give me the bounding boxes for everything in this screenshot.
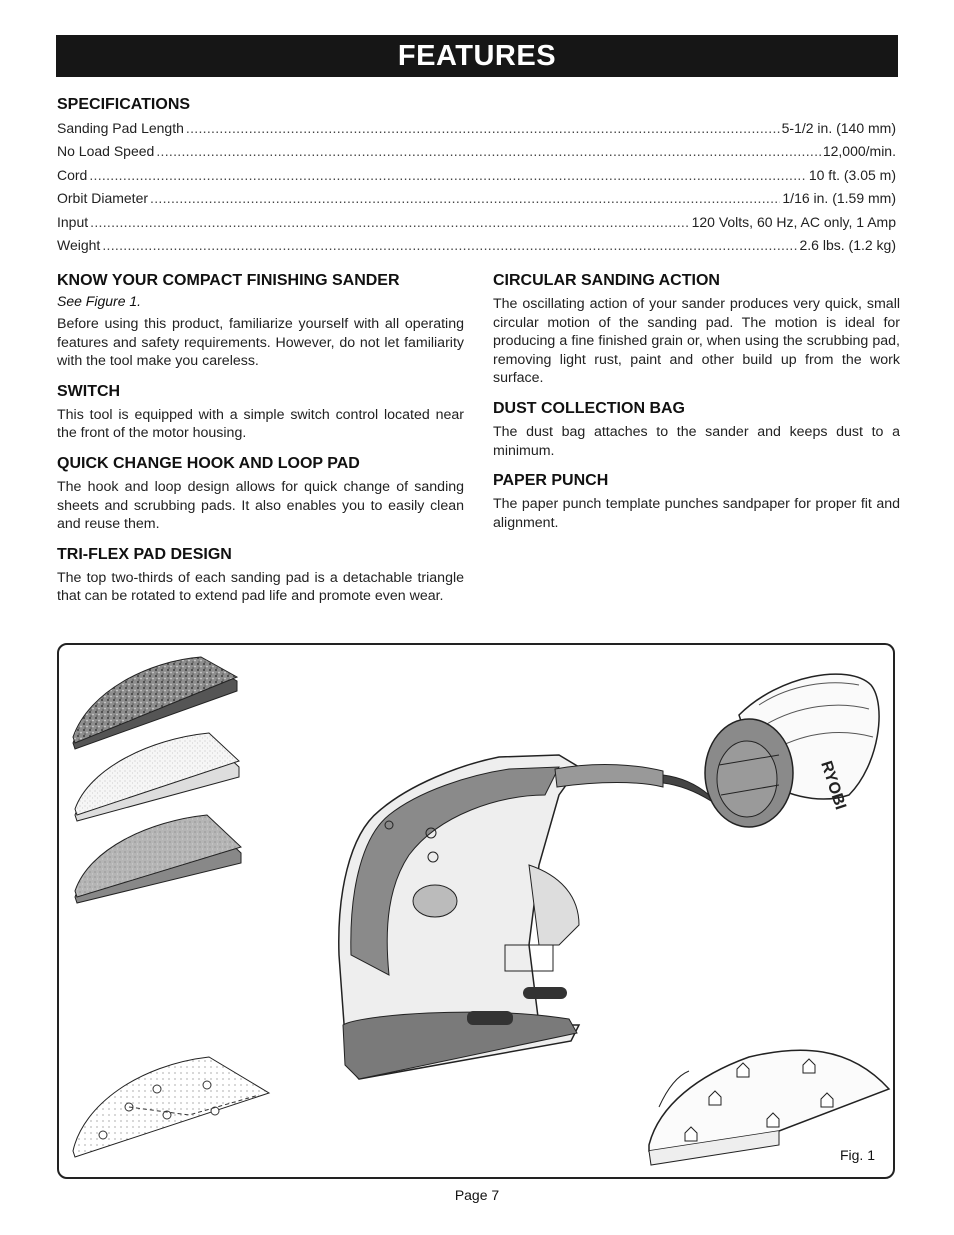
specifications-heading: SPECIFICATIONS [57,96,191,113]
spec-label: Weight [57,236,101,253]
spec-value: 2.6 lbs. (1.2 kg) [799,236,896,253]
bag-logo: RYOBI [817,758,849,812]
section-body: This tool is equipped with a simple switch control located near the front of the motor housing. [57,406,464,442]
section-heading: SWITCH [57,382,121,400]
specifications-list [57,120,896,260]
section-heading: PAPER PUNCH [493,472,609,490]
spec-value: 5-1/2 in. (140 mm) [781,120,896,136]
spec-row [57,237,896,260]
section-heading: DUST COLLECTION BAG [493,399,685,417]
spec-value: 10 ft. (3.05 m) [808,166,896,183]
scrubbing-pad [73,1057,269,1157]
spec-value: 1/16 in. (1.59 mm) [782,190,896,207]
section-body: The dust bag attaches to the sander and keeps dust to a minimum. [493,423,900,459]
spec-value: 120 Volts, 60 Hz, AC only, 1 Amp [691,213,896,230]
spec-label: Cord [57,166,88,183]
right-column [493,271,900,543]
figure-1 [57,643,895,1179]
sander-illustration [59,645,893,1177]
section-heading: QUICK CHANGE HOOK AND LOOP PAD [57,454,360,472]
finishing-sander [339,755,711,1079]
spec-row [57,143,896,166]
spec-row [57,214,896,237]
section-body: The top two-thirds of each sanding pad is a detachable triangle that can be rotated to extend pad life and promote even wear. [57,569,464,605]
section-heading: TRI-FLEX PAD DESIGN [57,545,232,563]
spec-label: Sanding Pad Length [57,120,184,136]
page-number: Page 7 [454,1187,500,1203]
fine-sanding-sheet [75,733,239,821]
spec-label: No Load Speed [57,143,155,160]
leader-dots [186,120,780,136]
spec-value: 12,000/min. [822,143,896,160]
section-body: The oscillating action of your sander produces very quick, small circular motion of the sanding pad. The motion is ideal for producing a fine finished grain or, when using the scrubbing pad, removing light rust, paint and other build up from the work surface. [493,296,900,387]
leader-dots [89,167,806,183]
dust-collection-bag [705,674,879,827]
leader-dots [156,143,821,159]
section-heading: CIRCULAR SANDING ACTION [493,272,720,289]
section-body: The paper punch template punches sandpaper for proper fit and alignment. [493,496,900,531]
page-title: FEATURES [56,35,898,77]
figure-label: Fig. 1 [839,1147,875,1163]
spec-row [57,190,896,213]
section-body: The hook and loop design allows for quick change of sanding sheets and scrubbing pads. It also enables you to easily clean and reuse them. [57,478,464,533]
section-heading: KNOW YOUR COMPACT FINISHING SANDER [57,272,400,289]
leader-dots [102,237,797,253]
left-column [57,271,464,617]
spec-label: Orbit Diameter [57,190,149,207]
figure-reference: See Figure 1. [57,293,142,309]
coarse-sanding-sheet [73,657,237,749]
leader-dots [150,190,780,206]
spec-label: Input [57,213,89,230]
leader-dots [90,214,689,230]
spec-row [57,167,896,190]
medium-sanding-sheet [75,815,241,903]
spec-row [57,120,896,143]
section-body: Before using this product, familiarize yourself with all operating features and safety requirements. However, do not let familiarity with the tool make you careless. [57,316,464,370]
